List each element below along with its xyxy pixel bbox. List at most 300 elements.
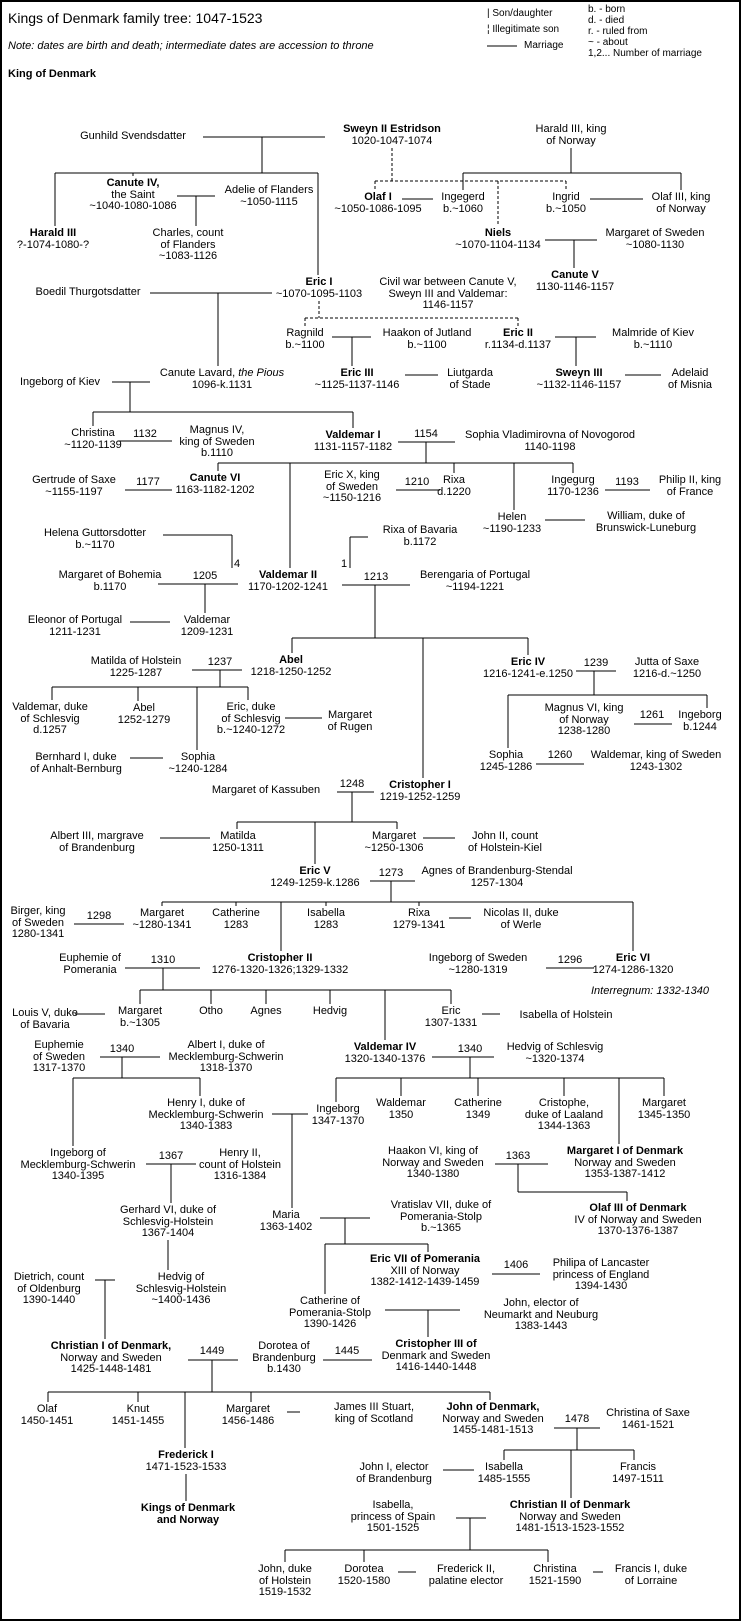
person-node-text: 1450-1451: [20, 1414, 74, 1427]
person-node: [312, 1104, 365, 1127]
marriage-year-label-text: 1296: [557, 954, 583, 966]
person-node-text: Dietrich, count: [13, 1271, 85, 1283]
person-node: [545, 703, 624, 738]
son-line-icon: |: [487, 8, 490, 19]
marriage-year-label-text: 1298: [86, 910, 112, 922]
person-node: [455, 228, 541, 251]
person-node-text: Birger, king: [10, 905, 66, 917]
person-node: [328, 710, 373, 733]
person-node: [314, 430, 392, 453]
marriage-year-label: [504, 1260, 528, 1272]
marriage-year-label: [506, 1151, 530, 1163]
person-node-text: Rixa: [442, 474, 465, 486]
person-node-text: Eric III: [340, 367, 374, 379]
person-node-text: 1020-1047-1074: [351, 134, 433, 147]
person-node: [382, 1146, 484, 1181]
person-node-text: Brandenburg: [252, 1351, 316, 1364]
person-node-text: Maria: [272, 1209, 300, 1221]
person-node-text: Eleonor of Portugal: [27, 614, 123, 626]
person-node: [32, 475, 116, 498]
person-node-text: 1140-1198: [524, 440, 576, 453]
person-node-text: Brunswick-Luneburg: [595, 521, 697, 534]
person-node-text: Albert III, margrave: [50, 830, 144, 842]
person-node: [441, 192, 484, 215]
person-node-text: Catherine: [212, 907, 260, 919]
marriage-year-label: [133, 429, 157, 441]
person-node: [258, 1564, 312, 1599]
person-node: [454, 1098, 502, 1121]
person-node-text: Ragnild: [286, 327, 324, 339]
person-node-text: 1252-1279: [117, 713, 171, 726]
person-node-text: 1350: [388, 1108, 414, 1121]
marriage-year-label: [565, 1414, 589, 1426]
person-node-text: ?-1074-1080-?: [16, 238, 90, 251]
person-node-text: ~1250-1306: [364, 841, 424, 854]
person-node: [199, 1148, 281, 1183]
person-node-text: of Anhalt-Bernburg: [30, 762, 122, 775]
person-node: [212, 785, 320, 797]
person-node-text: Dorotea: [344, 1563, 384, 1575]
person-node-text: 1209-1231: [180, 625, 234, 638]
person-node: [391, 1200, 491, 1235]
person-node: [465, 430, 635, 453]
person-node-text: Matilda: [220, 830, 256, 842]
person-node: [447, 368, 493, 391]
person-node: [429, 953, 527, 976]
person-node-text: ~1070-1104-1134: [455, 238, 541, 251]
person-node-text: Christina: [71, 427, 115, 439]
person-node-text: 1243-1302: [629, 760, 683, 773]
marriage-year-label: [110, 1044, 134, 1056]
person-node-text: Boedil Thurgotsdatter: [35, 286, 141, 298]
person-node-text: r.1134-d.1137: [484, 338, 552, 351]
marriage-year-label-text: 1248: [339, 778, 365, 790]
person-node-text: 1279-1341: [392, 918, 446, 931]
person-node-text: Cristopher I: [389, 779, 451, 791]
person-node-text: Canute V: [551, 269, 599, 281]
person-node-text: 1345-1350: [637, 1108, 691, 1121]
person-node-text: princess of England: [552, 1268, 650, 1281]
person-node-text: 1170-1202-1241: [248, 580, 328, 593]
person-node-text: Dorotea of: [258, 1340, 310, 1352]
person-node: [21, 1148, 136, 1183]
legend-abbrev-born: b. - born: [588, 4, 626, 15]
person-node-text: Knut: [126, 1403, 150, 1415]
person-node: [483, 908, 558, 931]
person-node-text: of Oldenburg: [17, 1282, 81, 1295]
person-node-text: Valdemar, duke: [12, 701, 88, 713]
person-node-text: king of Scotland: [334, 1412, 414, 1425]
person-node: [112, 1404, 165, 1427]
marriage-year-label: [193, 571, 217, 583]
person-node-text: John II, count: [471, 830, 539, 842]
marriage-year-label-text: 1261: [639, 709, 665, 721]
person-node: [678, 710, 721, 733]
person-node-text: Eric I: [305, 276, 333, 288]
marriage-year-label: [414, 429, 438, 441]
person-node-text: 1238-1280: [557, 725, 611, 737]
person-node-text: 1390-1426: [303, 1318, 357, 1330]
person-node-text: 1225-1287: [109, 666, 163, 679]
person-node-text: 1096-k.1131: [191, 378, 253, 391]
person-node-text: b.~1170: [75, 538, 115, 551]
marriage-year-label-text: 1210: [404, 476, 430, 488]
person-node-text: Olaf: [36, 1403, 58, 1415]
person-node: [596, 511, 696, 534]
person-node: [338, 1564, 391, 1587]
person-node-text: Charles, count: [152, 227, 224, 239]
person-node: [420, 570, 530, 593]
person-node-text: 1250-1311: [212, 841, 264, 854]
person-node-text: Pomerania-Stolp: [289, 1306, 371, 1319]
person-node: [59, 570, 162, 593]
marriage-year-label: [558, 955, 582, 967]
person-node-text: Margaret I of Denmark: [566, 1145, 684, 1157]
person-node-text: Valdemar IV: [353, 1041, 417, 1053]
person-node-text: Margaret: [327, 709, 373, 721]
person-node-text: Valdemar I: [325, 429, 381, 441]
person-node-text: 1280-1341: [11, 928, 65, 940]
person-node-text: b.~1110: [633, 338, 673, 351]
person-node-text: Norway and Sweden: [382, 1156, 484, 1169]
person-node-text: of Rugen: [327, 720, 373, 733]
person-node-text: Eric VI: [615, 952, 651, 964]
person-node-text: ~1320-1374: [525, 1052, 585, 1065]
person-node-text: Gunhild Svendsdatter: [80, 130, 186, 142]
person-node-text: Ingeborg: [678, 709, 722, 721]
person-node-text: of Misnia: [667, 378, 713, 391]
person-node-text: Euphemie: [34, 1039, 84, 1051]
person-node-text: Liutgarda: [447, 367, 493, 379]
person-node: [175, 473, 254, 496]
person-node-text: Francis: [619, 1461, 657, 1473]
person-node: [529, 1564, 582, 1587]
person-node-text: Margaret: [641, 1097, 687, 1109]
legend-abbrev-marriage-number: 1,2... Number of marriage: [588, 48, 702, 59]
person-node-text: Gertrude of Saxe: [32, 474, 116, 486]
person-node-text: Norway and Sweden: [519, 1510, 621, 1523]
person-node: [120, 1205, 216, 1240]
person-node-text: Helen: [497, 511, 527, 523]
person-node-text: ~1080-1130: [625, 238, 685, 251]
person-node: [334, 1402, 414, 1425]
person-node-text: Agnes: [250, 1005, 282, 1017]
person-node-text: Cristopher III of: [395, 1338, 477, 1350]
person-node-text: Mecklemburg-Schwerin: [168, 1050, 284, 1063]
marriage-year-label-text: 1340: [457, 1043, 483, 1055]
person-node-text: Otho: [199, 1005, 223, 1017]
person-node: [118, 703, 171, 726]
person-node-text: of France: [666, 485, 714, 498]
person-node: [536, 124, 607, 147]
legend-son-label: Son/daughter: [492, 8, 553, 19]
person-node: [59, 953, 121, 976]
person-node-text: Helena Guttorsdotter: [43, 527, 147, 539]
person-node-text: Margaret: [139, 907, 185, 919]
person-node-text: Rixa: [407, 907, 431, 919]
person-node: [567, 1146, 683, 1181]
person-node: [615, 1564, 687, 1587]
person-node: [44, 528, 146, 551]
person-node-text: Harald III: [29, 227, 77, 239]
person-node-text: ~1280-1341: [132, 918, 192, 931]
person-node-text: 1485-1555: [477, 1472, 531, 1485]
person-node-text: Cristophe,: [538, 1097, 590, 1109]
marriage-year-label: [200, 1346, 224, 1358]
person-node-text: Hedvig of: [157, 1271, 205, 1283]
annotation-text: Sweyn III and Valdemar:: [388, 287, 508, 300]
person-node: [382, 1339, 491, 1374]
person-node-text: count of Holstein: [199, 1158, 281, 1171]
person-node: [345, 1042, 426, 1065]
person-node-text: 1382-1412-1439-1459: [370, 1276, 480, 1288]
person-node-text: 1340-1380: [406, 1168, 460, 1180]
person-node: [36, 287, 141, 299]
person-node-text: 1497-1511: [612, 1472, 664, 1485]
person-node-text: Louis V, duke: [12, 1007, 78, 1019]
person-node-text: duke of Laaland: [524, 1108, 604, 1121]
person-node: [51, 1341, 171, 1376]
person-node-text: 1481-1513-1523-1552: [515, 1522, 625, 1534]
person-node-text: Schlesvig-Holstein: [122, 1215, 214, 1228]
person-node-text: ~1194-1221: [445, 580, 505, 593]
person-node-text: Abel: [132, 702, 156, 714]
person-node-text: of Norway: [656, 202, 706, 215]
person-node-text: b.~1050: [545, 202, 587, 215]
person-node: [525, 1098, 603, 1133]
person-node: [50, 831, 144, 854]
person-node-text: of Sweden: [326, 480, 378, 493]
person-node: [252, 1341, 316, 1376]
marriage-year-label: [151, 955, 175, 967]
person-node-text: 1307-1331: [424, 1016, 478, 1029]
marriage-year-label-text: 1478: [564, 1413, 590, 1425]
person-node-text: Sophia: [488, 749, 524, 761]
person-node-text: ~1050-1086-1095: [334, 202, 422, 215]
person-node-text: the Saint: [111, 188, 155, 201]
person-node: [483, 512, 541, 535]
person-node-text: 1383-1443: [514, 1320, 568, 1332]
person-node-text: Adelie of Flanders: [224, 184, 314, 196]
person-node: [574, 1203, 701, 1238]
person-node-text: b.~1100: [407, 338, 447, 351]
person-node-text: Canute Lavard, the Pious: [159, 367, 285, 379]
person-node-text: 1520-1580: [337, 1574, 391, 1587]
person-node: [393, 908, 446, 931]
legend-abbrev-died: d. - died: [588, 15, 625, 26]
person-node-text: of Sweden: [12, 916, 64, 929]
person-node-text: Neumarkt and Neuburg: [483, 1308, 599, 1321]
legend-abbrev-ruled: r. - ruled from: [588, 26, 648, 37]
person-node-text: d.1257: [33, 724, 67, 736]
person-node-text: Bernhard I, duke: [35, 751, 117, 763]
marriage-year-label: [615, 477, 639, 489]
person-node-text: 1283: [313, 918, 339, 931]
person-node-text: Olaf III of Denmark: [589, 1202, 687, 1214]
person-node: [520, 1010, 613, 1022]
person-node: [153, 228, 224, 263]
person-node-text: IV of Norway and Sweden: [574, 1213, 702, 1226]
person-node: [149, 1098, 264, 1133]
person-node-text: Sweyn III: [555, 367, 603, 379]
person-node-text: Niels: [484, 227, 512, 239]
person-node-text: Magnus IV,: [189, 424, 245, 436]
person-node-text: John I, elector: [359, 1461, 429, 1473]
person-node-text: Adelaid: [671, 367, 709, 379]
person-node-text: b.1172: [403, 535, 437, 548]
person-node-text: Isabella: [307, 907, 345, 919]
person-node: [429, 1564, 504, 1587]
person-node-text: ~1155-1197: [45, 485, 103, 498]
person-node-text: ~1050-1115: [240, 195, 298, 208]
person-node: [537, 368, 622, 391]
person-node-text: Denmark and Sweden: [381, 1349, 491, 1362]
person-node-text: b.1170: [93, 580, 127, 593]
marriage-year-label-text: 1449: [199, 1345, 225, 1357]
person-node-text: Philipa of Lancaster: [552, 1257, 650, 1269]
person-node: [536, 270, 614, 293]
person-node-text: Ingeborg of Sweden: [428, 952, 528, 964]
page-title: Kings of Denmark family tree: 1047-1523: [8, 10, 263, 26]
person-node: [17, 228, 89, 251]
person-node-text: 1211-1231: [49, 625, 101, 638]
marriage-year-label: [584, 658, 608, 670]
legend-marriage-label: Marriage: [524, 40, 564, 51]
marriage-year-label-text: 1177: [136, 476, 160, 488]
marriage-year-label: [379, 868, 403, 880]
person-node: [612, 1462, 664, 1485]
person-node: [307, 908, 345, 931]
legend-illegitimate-son: [487, 24, 559, 35]
person-node-text: 1456-1486: [221, 1414, 275, 1427]
person-node: [21, 1404, 74, 1427]
person-node-text: Canute VI: [189, 472, 241, 484]
person-node: [179, 425, 254, 460]
person-node: [442, 1402, 544, 1437]
annotation-text: 1146-1157: [422, 299, 474, 311]
person-node: [12, 1008, 78, 1031]
person-node-text: Berengaria of Portugal: [419, 569, 531, 581]
person-node-text: Eric IV: [510, 656, 546, 668]
person-node-text: 1274-1286-1320: [592, 963, 674, 976]
person-node-text: Margaret: [225, 1403, 271, 1415]
person-node-text: Albert I, duke of: [187, 1039, 265, 1051]
annotation-text: Civil war between Canute V,: [379, 276, 517, 288]
person-node: [276, 277, 362, 300]
person-node: [91, 656, 182, 679]
person-node-text: Henry I, duke of: [167, 1097, 245, 1109]
person-node-text: Nicolas II, duke: [483, 907, 559, 919]
marriage-year-label-text: 1406: [503, 1259, 529, 1271]
legend-son-daughter: [487, 8, 552, 19]
person-node-text: Eric: [441, 1005, 461, 1017]
person-node-text: 1340-1395: [51, 1170, 105, 1182]
person-node-text: of Schlesvig: [20, 712, 80, 725]
person-node-text: Cristopher II: [247, 952, 313, 964]
person-node: [251, 655, 332, 678]
person-node-text: Christina: [533, 1563, 577, 1575]
person-node: [33, 1040, 86, 1075]
marriage-year-label-text: 1273: [378, 867, 404, 879]
person-node: [132, 908, 191, 931]
person-node: [169, 1040, 284, 1075]
person-node-text: Eric II: [503, 327, 533, 339]
person-node-text: William, duke of: [607, 510, 685, 522]
person-node-text: Ingegurg: [551, 474, 595, 486]
person-node-text: of Werle: [500, 918, 542, 931]
person-node: [64, 428, 121, 451]
person-node: [468, 831, 542, 854]
person-node: [323, 470, 381, 505]
person-node-text: of Brandenburg: [59, 841, 135, 854]
person-node-text: Malmride of Kiev: [612, 327, 694, 339]
person-node-text: John, duke: [258, 1563, 312, 1575]
legend-abbrev-about: ~ - about: [588, 37, 628, 48]
person-node: [313, 1006, 347, 1018]
person-node: [225, 185, 314, 208]
person-node-text: of Flanders: [160, 238, 216, 251]
person-node-text: ~1125-1137-1146: [314, 378, 400, 391]
person-node-text: b.~1365: [420, 1222, 462, 1234]
person-node-text: Agnes of Brandenburg-Stendal: [421, 865, 573, 877]
person-node-text: 1416-1440-1448: [395, 1361, 477, 1373]
person-node-text: Isabella,: [372, 1499, 414, 1511]
person-node: [222, 1404, 275, 1427]
person-node-text: James III Stuart,: [333, 1401, 415, 1413]
marriage-year-label: [159, 1151, 183, 1163]
marriage-year-label-text: 1239: [583, 657, 609, 669]
person-node-text: Eric VII of Pomerania: [369, 1253, 481, 1265]
marriage-year-label-text: 1363: [505, 1150, 531, 1162]
person-node-text: 1219-1252-1259: [379, 790, 461, 803]
person-node-text: Margaret of Bohemia: [58, 569, 162, 581]
person-node-text: of Holstein-Kiel: [468, 841, 542, 854]
person-node-text: Hedvig of Schlesvig: [506, 1041, 604, 1053]
person-node-text: Eric V: [299, 865, 331, 877]
marriage-year-label-text: 1310: [150, 954, 176, 966]
marriage-year-label: [640, 710, 664, 722]
person-node-text: Norway and Sweden: [442, 1412, 544, 1425]
marriage-year-label-text: 1193: [615, 476, 639, 488]
person-node-text: b.~1100: [285, 338, 325, 351]
person-node-text: Kings of Denmark: [140, 1502, 236, 1514]
person-node-text: of Brandenburg: [356, 1472, 432, 1485]
person-node: [668, 368, 712, 391]
person-node-text: 1218-1250-1252: [250, 665, 332, 678]
person-node-text: Catherine: [454, 1097, 502, 1109]
person-node-text: Ingegerd: [441, 191, 485, 203]
person-node: [146, 1450, 227, 1473]
person-node: [593, 953, 674, 976]
person-node: [285, 328, 324, 351]
person-node: [212, 831, 264, 854]
person-node-text: of Stade: [449, 378, 491, 391]
person-node-text: Waldemar: [376, 1097, 426, 1109]
person-node: [605, 228, 704, 251]
person-node-text: Hedvig: [312, 1005, 348, 1017]
person-node-text: Norway and Sweden: [574, 1156, 676, 1169]
person-node-text: b.~1060: [442, 202, 484, 215]
person-node-text: ~1190-1233: [482, 522, 542, 535]
person-node-text: Margaret of Kassuben: [211, 784, 321, 796]
person-node: [659, 475, 721, 498]
person-node-text: Frederick II,: [436, 1563, 496, 1575]
person-node-text: of Norway: [546, 134, 596, 147]
person-node-text: Waldemar, king of Sweden: [590, 749, 722, 761]
person-node: [248, 570, 328, 593]
marriage-number: [341, 559, 347, 571]
person-node-text: Isabella: [485, 1461, 523, 1473]
